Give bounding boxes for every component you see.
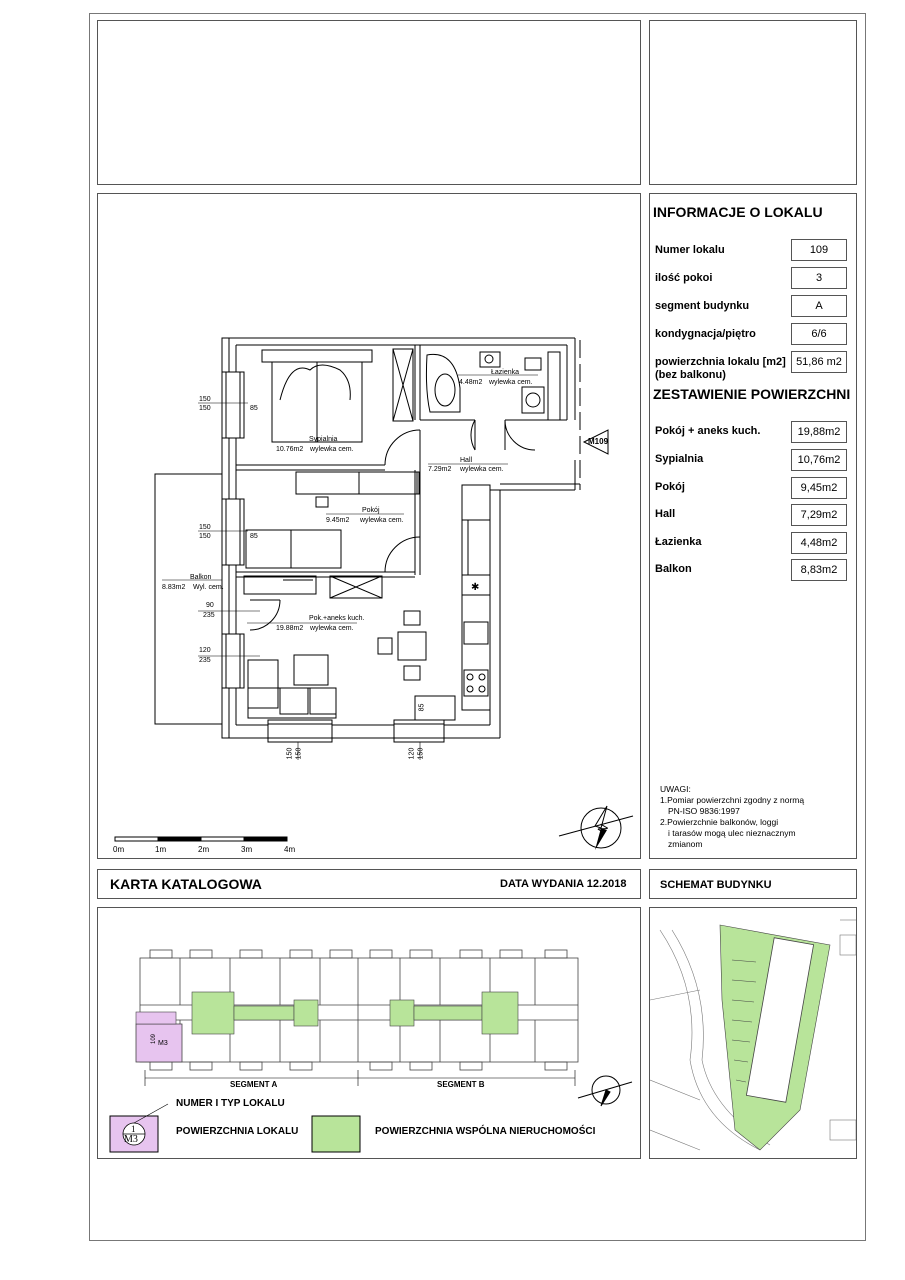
summary-label-living: Pokój + aneks kuch. [655, 425, 761, 437]
dim-w2b: 150 [199, 533, 211, 540]
legend-icon-top: 1 [131, 1124, 136, 1134]
notes-line-1: 1.Pomiar powierzchni zgodny z normą [660, 795, 805, 805]
room-label-living-name: Pok.+aneks kuch. [309, 615, 365, 622]
dim-w1a: 150 [199, 396, 211, 403]
notes-line-2: PN-ISO 9836:1997 [668, 806, 740, 816]
dim-w3a: 120 [199, 647, 211, 654]
info-label-segment: segment budynku [655, 300, 750, 312]
summary-value-room: 9,45m2 [791, 477, 847, 499]
room-label-living-finish: wylewka cem. [310, 625, 354, 632]
info-title: INFORMACJE O LOKALU [653, 204, 823, 220]
info-value-area: 51,86 m2 [791, 351, 847, 373]
info-value-floor: 6/6 [791, 323, 847, 345]
header-box-left [97, 20, 641, 185]
room-label-balcony-name: Balkon [190, 574, 212, 581]
info-value-rooms: 3 [791, 267, 847, 289]
summary-value-balcony: 8,83m2 [791, 559, 847, 581]
room-label-bedroom-name: Sypialnia [309, 436, 338, 443]
summary-label-balcony: Balkon [655, 563, 692, 575]
summary-value-bathroom: 4,48m2 [791, 532, 847, 554]
dim-d1b: 235 [203, 612, 215, 619]
building-plan-drawing [98, 908, 640, 1158]
info-label-area: powierzchnia lokalu [m2] [655, 356, 786, 368]
dim-b1b: 150 [295, 747, 303, 760]
legend-icon-bottom: M3 [124, 1134, 138, 1145]
room-label-hall-name: Hall [460, 457, 473, 464]
catalog-title: KARTA KATALOGOWA [110, 876, 262, 892]
floorplan-drawing [98, 194, 640, 858]
summary-value-hall: 7,29m2 [791, 504, 847, 526]
room-label-bathroom-area: 4.48m2 [459, 379, 483, 386]
room-label-bedroom-area: 10.76m2 [276, 446, 304, 453]
dim-w1c: 85 [250, 405, 258, 412]
info-label-floor: kondygnacja/piętro [655, 328, 756, 340]
dim-b2: 120 [408, 747, 416, 760]
dim-w1b: 150 [199, 405, 211, 412]
room-label-hall-area: 7.29m2 [428, 466, 452, 473]
info-box [649, 193, 857, 859]
scale-2: 2m [198, 845, 210, 854]
header-box-right [649, 20, 857, 185]
svg-text:N: N [594, 821, 612, 836]
notes-line-5: zmianom [668, 839, 703, 849]
room-label-room-area: 9.45m2 [326, 517, 350, 524]
room-label-room-name: Pokój [362, 507, 380, 514]
info-label-number: Numer lokalu [655, 244, 725, 256]
info-value-number: 109 [791, 239, 847, 261]
dim-d1a: 90 [206, 602, 214, 609]
room-label-bedroom-finish: wylewka cem. [310, 446, 354, 453]
segment-a-label: SEGMENT A [230, 1080, 278, 1089]
summary-label-room: Pokój [655, 481, 685, 493]
notes-line-3: 2.Powierzchnie balkonów, loggi [660, 817, 779, 827]
dim-w2c: 85 [250, 533, 258, 540]
legend-common-area: POWIERZCHNIA WSPÓLNA NIERUCHOMOŚCI [375, 1126, 596, 1137]
summary-value-bedroom: 10,76m2 [791, 449, 847, 471]
summary-label-hall: Hall [655, 508, 676, 520]
info-value-segment: A [791, 295, 847, 317]
room-label-bathroom-finish: wylewka cem. [489, 379, 533, 386]
scale-0: 0m [113, 845, 125, 854]
legend-unit-area: POWIERZCHNIA LOKALU [176, 1126, 299, 1137]
dim-k1: 85 [418, 703, 426, 712]
scale-1: 1m [155, 845, 167, 854]
unit-mark: M3 [158, 1040, 168, 1047]
dim-w3b: 235 [199, 657, 211, 664]
unit-tag: M109 [588, 437, 609, 446]
info-label-area-note: (bez balkonu) [655, 369, 726, 381]
scale-4: 4m [284, 845, 296, 854]
segment-b-label: SEGMENT B [437, 1080, 485, 1089]
notes-line-4: i tarasów mogą ulec nieznacznym [668, 828, 796, 838]
schema-title: SCHEMAT BUDYNKU [660, 879, 772, 891]
summary-label-bedroom: Sypialnia [655, 453, 704, 465]
dim-b2b: 150 [417, 747, 425, 760]
site-map-drawing [650, 908, 856, 1158]
info-label-rooms: ilość pokoi [655, 272, 713, 284]
svg-text:✱: ✱ [471, 582, 480, 593]
scale-3: 3m [241, 845, 253, 854]
room-label-living-area: 19.88m2 [276, 625, 304, 632]
summary-label-bathroom: Łazienka [655, 536, 702, 548]
legend-number-type: NUMER I TYP LOKALU [176, 1098, 285, 1109]
room-label-balcony-area: 8.83m2 [162, 584, 186, 591]
room-label-room-finish: wylewka cem. [360, 517, 404, 524]
room-label-bathroom-name: Łazienka [491, 369, 520, 376]
room-label-hall-finish: wylewka cem. [460, 466, 504, 473]
notes-heading: UWAGI: [660, 784, 691, 794]
dim-b1: 150 [286, 747, 294, 760]
notes [660, 784, 804, 850]
summary-title: ZESTAWIENIE POWIERZCHNI [653, 386, 851, 402]
room-label-balcony-finish: Wyl. cem. [193, 584, 224, 591]
issue-date: DATA WYDANIA 12.2018 [500, 878, 627, 890]
dim-w2a: 150 [199, 524, 211, 531]
summary-value-living: 19,88m2 [791, 421, 847, 443]
unit-mark-top: 109 [151, 1033, 158, 1045]
